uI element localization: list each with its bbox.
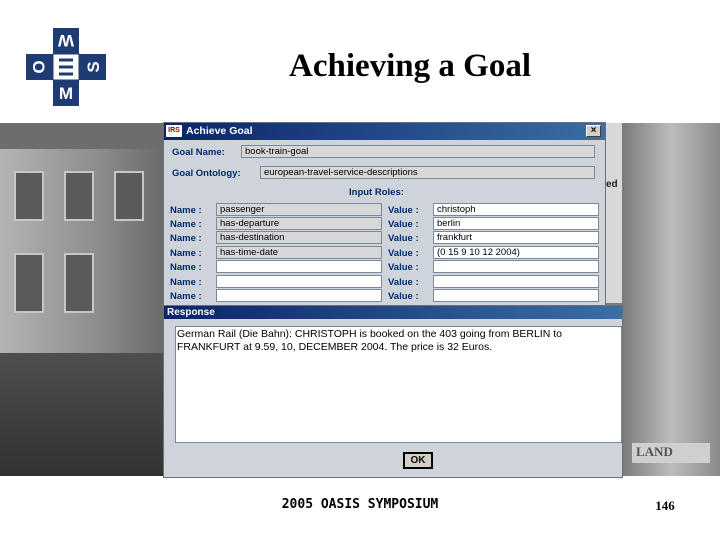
role-name-field[interactable]	[216, 289, 382, 302]
goal-ontology-field[interactable]: european-travel-service-descriptions	[260, 166, 595, 179]
ok-button[interactable]: OK	[403, 452, 433, 469]
building-sign: LAND	[632, 443, 710, 463]
station-building	[0, 123, 165, 476]
role-name-field[interactable]	[216, 260, 382, 273]
role-value-field[interactable]: christoph	[433, 203, 599, 216]
response-text-area[interactable]	[175, 326, 622, 443]
role-value-label: Value :	[388, 248, 419, 259]
role-name-label: Name :	[170, 248, 202, 259]
irs-app-icon: IRS	[166, 125, 182, 137]
slide-title: Achieving a Goal	[288, 48, 531, 84]
response-dialog	[163, 305, 623, 478]
goal-name-field[interactable]: book-train-goal	[241, 145, 595, 158]
response-titlebar[interactable]: Response	[164, 306, 622, 319]
role-value-field[interactable]	[433, 260, 599, 273]
role-value-label: Value :	[388, 219, 419, 230]
role-name-field[interactable]: has-time-date	[216, 246, 382, 259]
role-name-label: Name :	[170, 291, 202, 302]
role-name-field[interactable]: passenger	[216, 203, 382, 216]
role-name-label: Name :	[170, 219, 202, 230]
role-name-label: Name :	[170, 233, 202, 244]
role-name-field[interactable]	[216, 275, 382, 288]
role-name-field[interactable]: has-destination	[216, 231, 382, 244]
role-value-field[interactable]	[433, 275, 599, 288]
role-value-field[interactable]: berlin	[433, 217, 599, 230]
logo-letter-s: S	[84, 61, 103, 73]
role-value-field[interactable]: frankfurt	[433, 231, 599, 244]
wsmo-logo	[26, 28, 106, 106]
page-number: 146	[655, 498, 675, 513]
logo-letter-w: W	[57, 31, 75, 50]
role-value-label: Value :	[388, 291, 419, 302]
input-roles-label: Input Roles:	[349, 187, 404, 198]
role-value-field[interactable]	[433, 289, 599, 302]
response-line: FRANKFURT at 9.59, 10, DECEMBER 2004. The price is 32 Euros.	[177, 341, 493, 353]
logo-letter-m: M	[58, 84, 74, 103]
goal-ontology-label: Goal Ontology:	[172, 168, 241, 179]
role-name-field[interactable]: has-departure	[216, 217, 382, 230]
achieve-goal-dialog	[163, 122, 606, 307]
role-name-label: Name :	[170, 205, 202, 216]
dialog-title: Achieve Goal	[186, 125, 253, 137]
role-name-label: Name :	[170, 277, 202, 288]
background-window-text: ed	[606, 179, 618, 190]
close-button[interactable]: ×	[586, 125, 601, 137]
logo-letter-o: O	[29, 60, 48, 74]
role-value-field[interactable]: (0 15 9 10 12 2004)	[433, 246, 599, 259]
role-value-label: Value :	[388, 205, 419, 216]
goal-name-label: Goal Name:	[172, 147, 225, 158]
slide-footer: 2005 OASIS SYMPOSIUM	[281, 497, 439, 512]
response-line: German Rail (Die Bahn): CHRISTOPH is booked on the 403 going from BERLIN to	[177, 328, 562, 340]
right-building	[622, 123, 720, 476]
role-value-label: Value :	[388, 262, 419, 273]
role-value-label: Value :	[388, 277, 419, 288]
achieve-goal-titlebar[interactable]	[164, 123, 605, 140]
role-value-label: Value :	[388, 233, 419, 244]
crowd	[0, 353, 165, 476]
role-name-label: Name :	[170, 262, 202, 273]
